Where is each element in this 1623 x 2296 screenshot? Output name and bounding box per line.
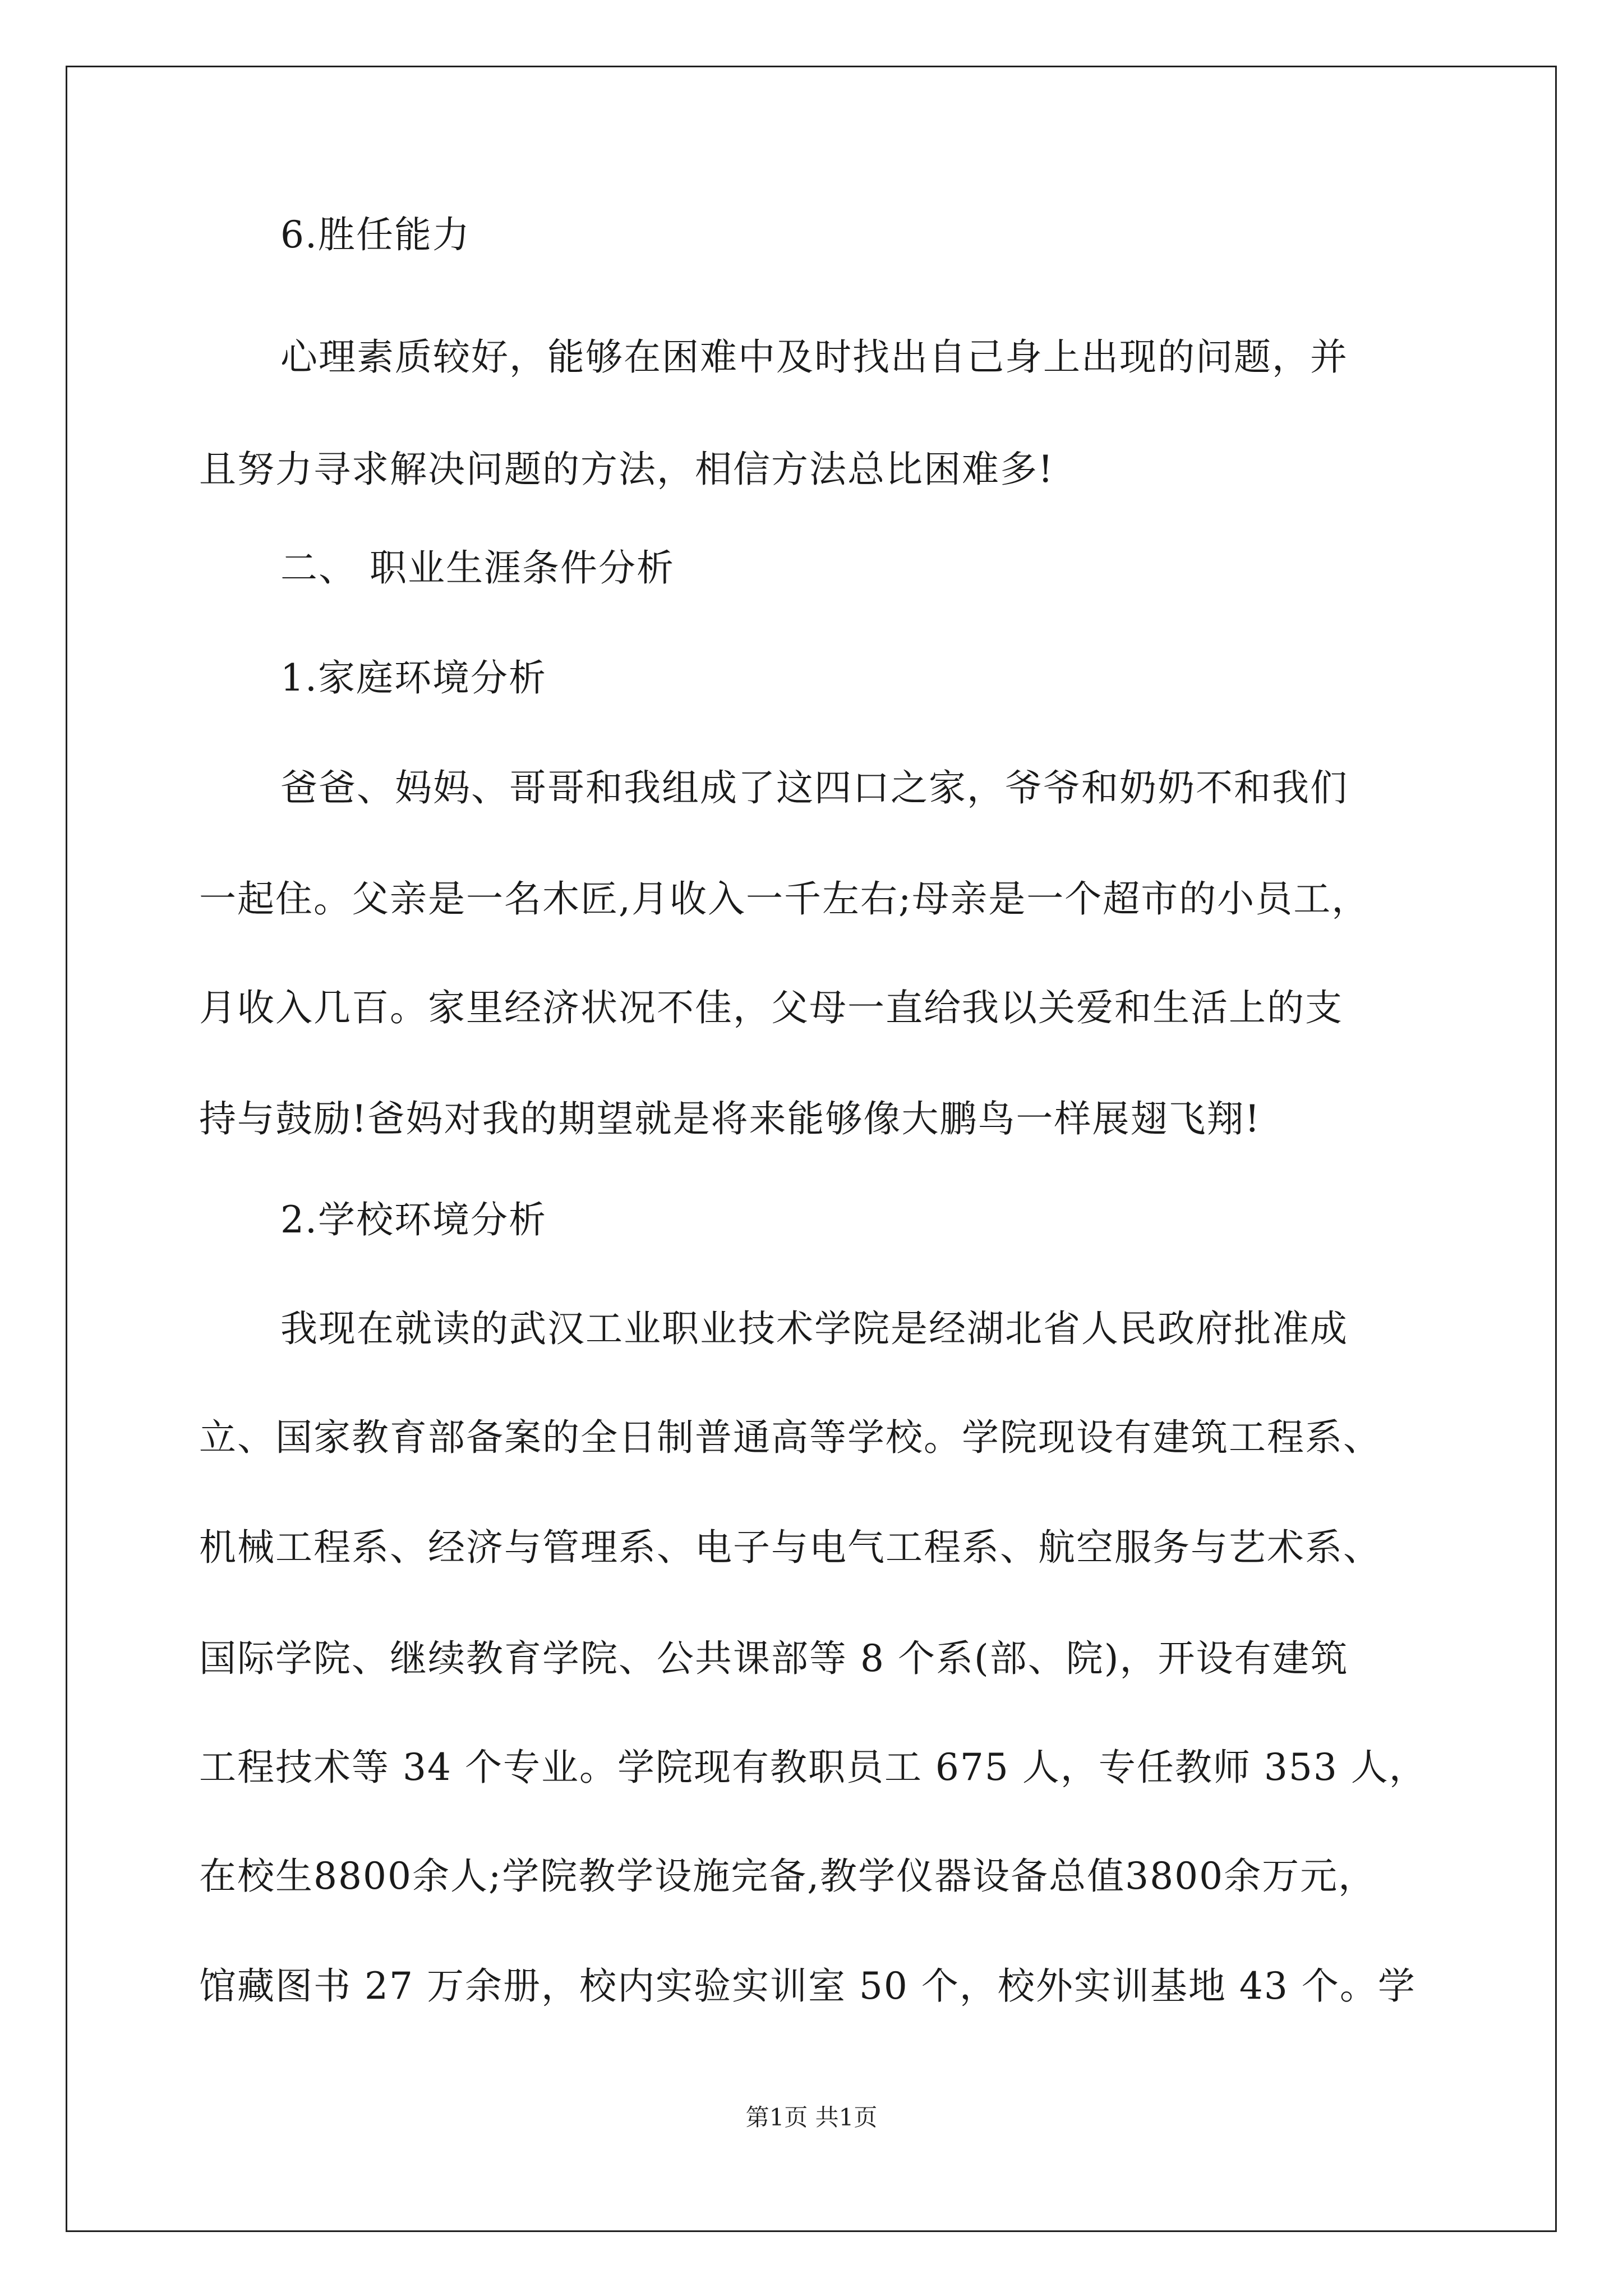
heading-competence: 6.胜任能力 (280, 213, 471, 256)
paragraph-line: 机械工程系、经济与管理系、电子与电气工程系、航空服务与艺术系、 (199, 1526, 1381, 1569)
paragraph-line: 且努力寻求解决问题的方法，相信方法总比困难多! (199, 448, 1054, 491)
section-heading: 二、 职业生涯条件分析 (280, 546, 675, 590)
subheading-family: 1.家庭环境分析 (280, 656, 547, 700)
paragraph-line: 工程技术等 34 个专业。学院现有教职员工 675 人，专任教师 353 人， (199, 1746, 1427, 1789)
paragraph-line: 爸爸、妈妈、哥哥和我组成了这四口之家，爷爷和奶奶不和我们 (280, 766, 1348, 809)
page-border (66, 66, 1557, 2232)
subheading-school: 2.学校环境分析 (280, 1198, 547, 1241)
paragraph-line: 持与鼓励!爸妈对我的期望就是将来能够像大鹏鸟一样展翅飞翔! (199, 1097, 1261, 1140)
paragraph-line: 一起住。父亲是一名木匠,月收入一千左右;母亲是一个超市的小员工， (199, 877, 1370, 921)
paragraph-line: 月收入几百。家里经济状况不佳，父母一直给我以关爱和生活上的支 (199, 986, 1343, 1029)
paragraph-line: 国际学院、继续教育学院、公共课部等 8 个系(部、院)，开设有建筑 (199, 1637, 1349, 1680)
paragraph-line: 馆藏图书 27 万余册，校内实验实训室 50 个，校外实训基地 43 个。学 (199, 1964, 1416, 2008)
paragraph-line: 在校生8800余人;学院教学设施完备,教学仪器设备总值3800余万元， (199, 1855, 1377, 1898)
page-number-footer: 第1页 共1页 (745, 2104, 878, 2131)
paragraph-line: 我现在就读的武汉工业职业技术学院是经湖北省人民政府批准成 (280, 1307, 1348, 1350)
paragraph-line: 心理素质较好，能够在困难中及时找出自己身上出现的问题，并 (280, 335, 1348, 379)
paragraph-line: 立、国家教育部备案的全日制普通高等学校。学院现设有建筑工程系、 (199, 1416, 1381, 1459)
